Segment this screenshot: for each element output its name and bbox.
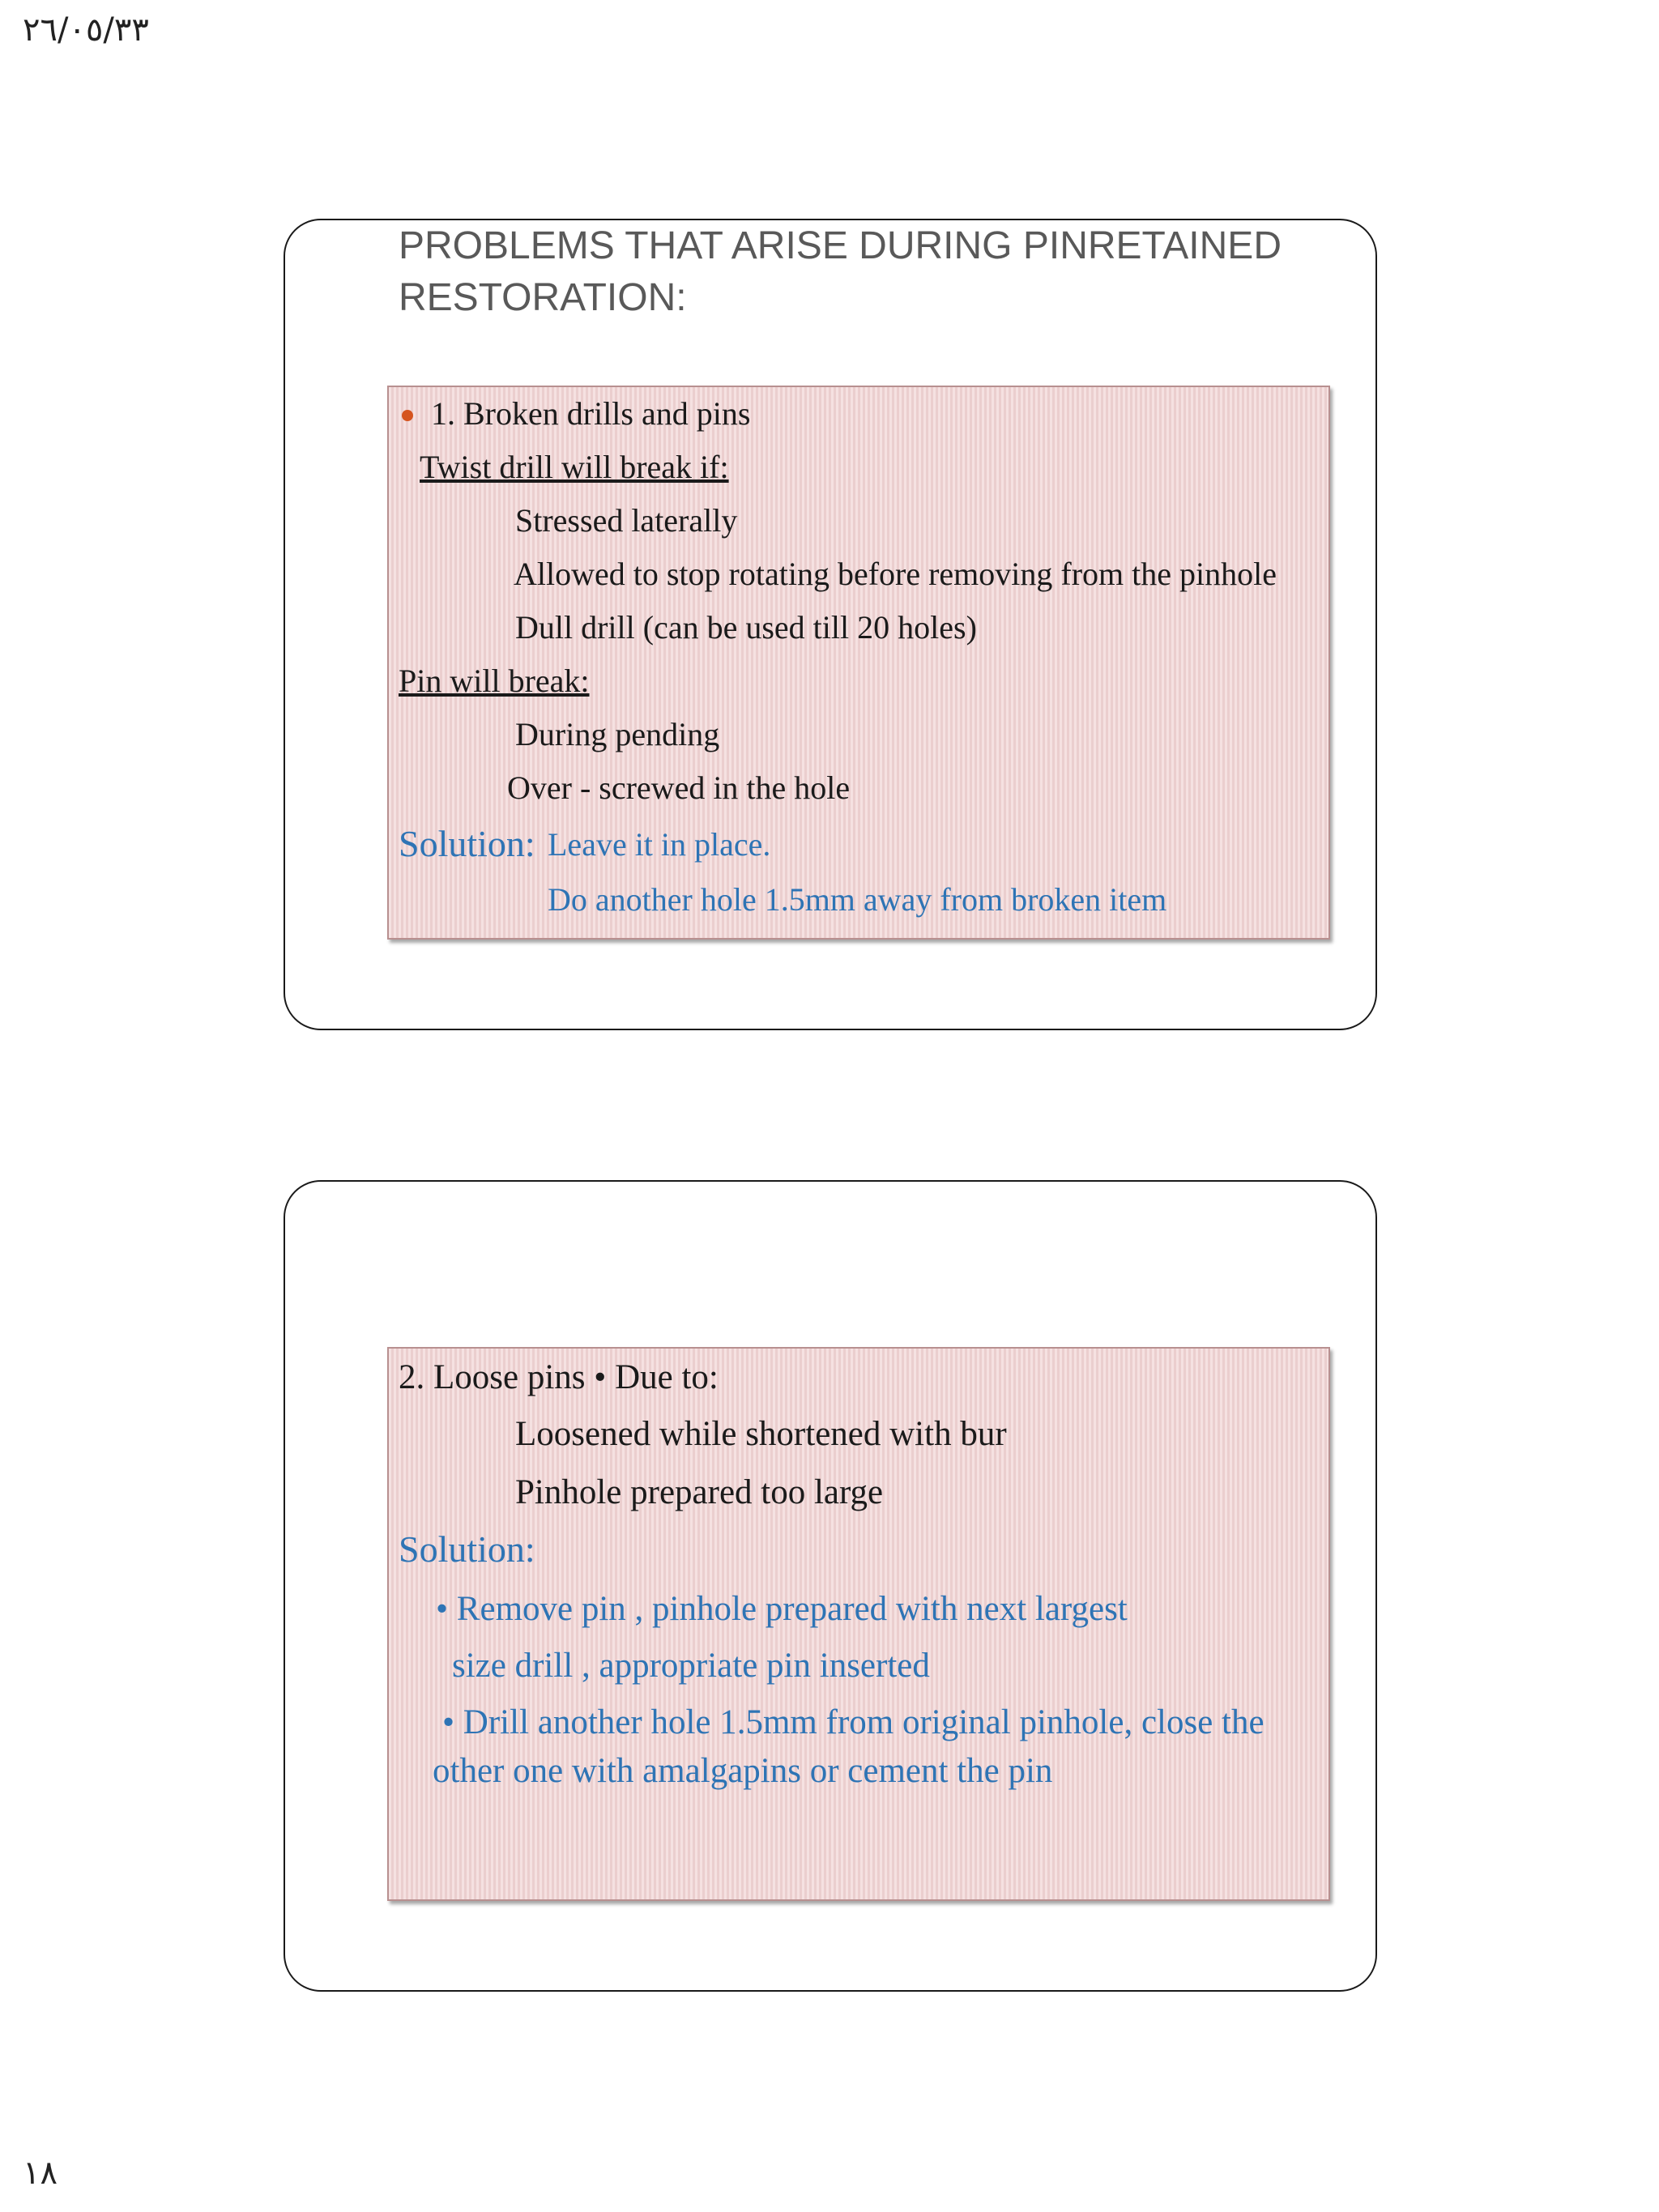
solution-text-2: Do another hole 1.5mm away from broken item [548,881,1167,918]
content-box-loose-pins [387,1347,1330,1901]
slide-title-line-1: PROBLEMS THAT ARISE DURING PINRETAINED [399,224,1282,267]
reason-2: Pinhole prepared too large [515,1473,884,1511]
slide-title-line-2: RESTORATION: [399,276,687,319]
solution-line-4: other one with amalgapins or cement the pin [433,1752,1053,1790]
item-heading: 2. Loose pins • Due to: [399,1358,719,1396]
pin-reason-2: Over - screwed in the hole [507,769,851,806]
solution-label: Solution: [399,823,535,864]
solution-line-3: • Drill another hole 1.5mm from original pinhole, close the [442,1703,1265,1741]
page-date: ٢٦/٠٥/٣٣ [23,11,149,49]
slide-2 [284,1180,1377,1992]
solution-line-1: • Remove pin , pinhole prepared with next largest [436,1590,1128,1628]
pin-break-heading: Pin will break: [399,663,590,699]
twist-reason-3: Dull drill (can be used till 20 holes) [515,609,977,646]
slide-1 [284,219,1377,1030]
solution-line-2: size drill , appropriate pin inserted [452,1647,930,1685]
reason-1: Loosened while shortened with bur [515,1415,1007,1453]
content-box-broken-drills [387,386,1330,940]
pin-reason-1: During pending [515,716,720,752]
bullet-icon [402,410,413,421]
item-heading: 1. Broken drills and pins [431,395,751,432]
solution-label: Solution: [399,1528,535,1570]
page-number: ١٨ [23,2154,58,2192]
solution-text: Leave it in place. [548,826,771,863]
twist-drill-heading: Twist drill will break if: [420,449,729,485]
twist-reason-2: Allowed to stop rotating before removing from the pinhole [514,556,1277,592]
twist-reason-1: Stressed laterally [515,502,738,539]
